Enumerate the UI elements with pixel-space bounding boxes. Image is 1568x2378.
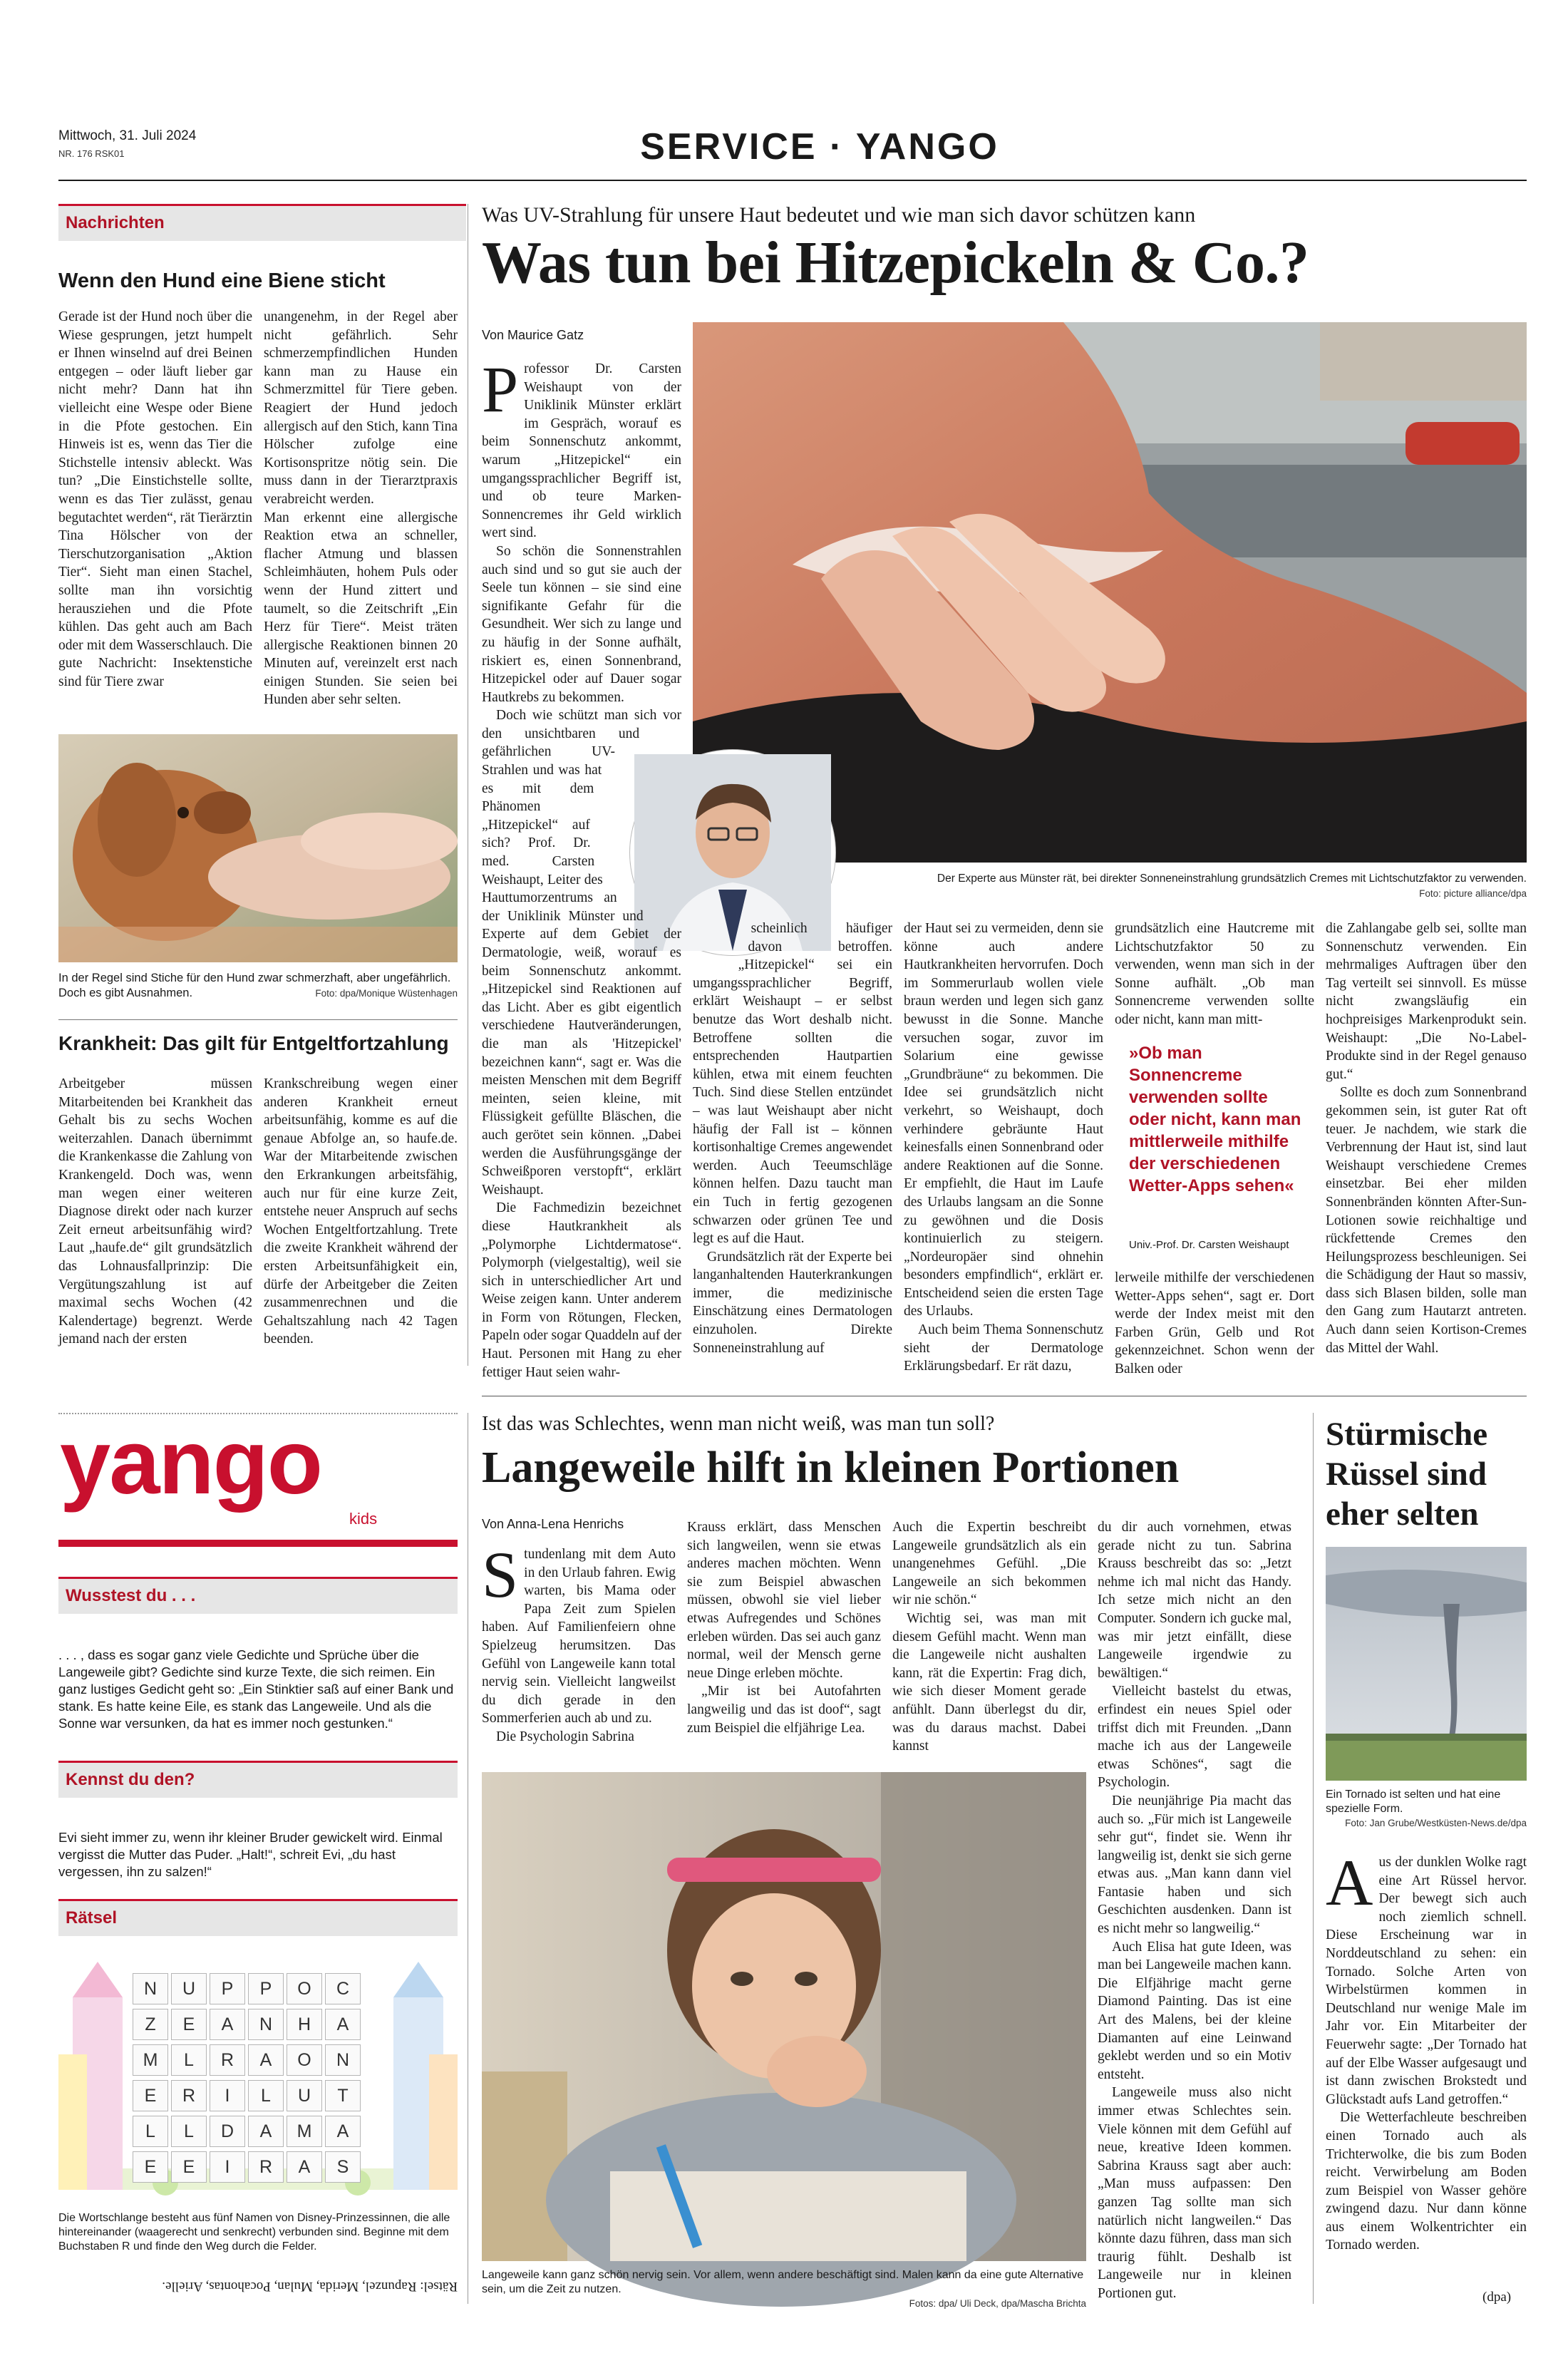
girl-photo [482,1772,1086,2261]
masthead-date: Mittwoch, 31. Juli 2024 [58,128,197,143]
puzzle-cell: A [210,2009,245,2040]
langeweile-headline: Langeweile hilft in kleinen Portionen [482,1443,1180,1492]
dog-photo-caption [58,971,458,1001]
wusstest-label: Wusstest du . . . [66,1586,196,1605]
sick-story-col2 [264,1075,458,1367]
sunscreen-caption-text: Der Experte aus Münster rät, bei direkter Sonneneinstrahlung grundsätzlich Cremes mit Lichtschutzfaktor zu verwenden. [937,873,1527,885]
yango-red-rule [58,1540,458,1547]
dog-story-text-1: Gerade ist der Hund noch über die Wiese gesprungen, jetzt humpelt er Ihnen winselnd auf drei Beinen entgegen – oder läuft lieber gar nicht mehr? Dann hat ihn vielleicht eine Wespe oder Biene in die Pfote gestochen. Ein Hinweis ist es, wenn das Tier die Stichstelle intensiv ableckt. Was tun? „Die Einstichstelle sollte, wenn es das Tier zulässt, genau begutachtet werden“, rät Tierärztin Tina Hölscher von der Tierschutzorganisation „Aktion Tier“. Sieht man einen Stachel, sollte man ihn vorsichtig herausziehen und die Pfote kühlen. Das geht auch am Bach oder mit dem Wasserschlauch. Die gute Nachricht: Insektenstiche sind für Tiere zwar [58,309,252,689]
dog-caption-text: In der Regel sind Stiche für den Hund zwar schmerzhaft, aber ungefährlich. Doch es gibt Ausnahmen. [58,972,451,999]
puzzle-cell: S [325,2151,361,2183]
main-col1-p3: Doch wie schützt man sich vor den unsichtbaren und gefährlichen UV-Strahlen und was hat es mit dem Phänomen „Hitzepickel“ auf sich? Prof. Dr. med. Carsten Weishaupt, Leiter des Hauttumorzentrums an der Uniklinik Münster und Experte auf dem Gebiet der Dermatologie, weiß, worauf es beim Sonnenschutz ankommt. „Hitzepickel sind Reaktionen auf das Licht. Aber es gibt eigentlich verschiedene Hautveränderungen, die man als 'Hitzepickel' bezeichnen kann“, sagt er. Was die meisten Menschen mit dem Begriff meinten, seien kleine, mit Flüssigkeit gefüllte Bläschen, die auch gerötet sein können. „Dabei werden die Ausführungsgänge der Schweißporen verstopft“, erklärt Weishaupt. [482,708,681,1198]
langeweile-byline: Von Anna-Lena Henrichs [482,1517,624,1531]
tornado-photo [1326,1547,1527,1781]
puzzle-cell: N [248,2009,284,2040]
main-col3-p1: der Haut sei zu vermeiden, denn sie könne auch andere Hautkrankheiten hervorrufen. Doch im Sommerurlaub wollen viele braun werden und legen sich ganz bewusst in die Sonne. Manche versuchen sogar, zuvor im Solarium eine gewisse „Grundbräune“ zu bekommen. Die Idee sei grundsätzlich nicht verkehrt, so Weishaupt, doch verhindere gebräunte Haut keinesfalls einen Sonnenbrand oder andere Reaktionen auf die Sonne. Er empfiehlt, die Haut im Laufe des Urlaubs langsam an die Sonne zu gewöhnen und die Dosis kontinuierlich zu steigern. „Nordeuropäer sind ohnehin besonders empfindlich“, erklärt er. Entscheidend seien die ersten Tage des Urlaubs. [904,921,1103,1319]
dog-photo [58,734,458,962]
main-col1-p2: So schön die Sonnenstrahlen auch sind und so gut sie auch der Seele tun können – sie sind eine signifikante Gefahr für die Gesundheit. Wer sich zu lange und zu häufig in der Sonne aufhält, riskiert es, einen Sonnenbrand, Hitzepickel oder auf Dauer sogar Hautkrebs zu bekommen. [482,543,681,705]
langeweile-kicker: Ist das was Schlechtes, wenn man nicht weiß, was man tun soll? [482,1413,995,1435]
puzzle-cell: E [171,2009,207,2040]
tornado-text [1326,1846,1527,2288]
main-col2-p1: scheinlich häufiger davon betroffen. „Hitzepickel“ sei ein umgangssprachlicher Begriff, erklärt Weishaupt – er selbst benutze das Wort deshalb nicht. Betroffene sollten die entsprechenden Hautpartien kühlen, etwa mit einem feuchten Tuch. Sind diese Stellen entzündet – was laut Weishaupt aber nicht häufig der Fall ist – können kortisonhaltige Cremes angewendet werden. Auch Teeumschläge können helfen. Dazu taucht man ein Tuch in fertig gezogenen schwarzen oder grünen Tee und legt es auf die Haut. [693,921,892,1247]
puzzle-cell: I [210,2080,245,2111]
puzzle-cell: Z [133,2009,168,2040]
raetsel-label: Rätsel [66,1908,118,1927]
main-col3 [904,920,1103,1374]
pull-quote-author: Univ.-Prof. Dr. Carsten Weishaupt [1129,1239,1289,1251]
tornado-caption-credit: Foto: Jan Grube/Westküsten-News.de/dpa [1345,1818,1527,1828]
masthead-edition: NR. 176 RSK01 [58,148,125,159]
sunscreen-caption [848,871,1527,901]
main-col2 [693,920,892,1369]
main-col1 [482,353,681,1380]
puzzle-cell: M [133,2044,168,2076]
langeweile-col2 [687,1518,881,1768]
main-col5-p2: Sollte es doch zum Sonnenbrand gekommen sein, ist guter Rat oft teuer. Je nachdem, wie stark die Verbrennung der Haut ist, sind laut Weishaupt verschiedene Cremes einsetzbar. Bei eher milden Sonnenbränden könnten After-Sun-Lotionen sowie reichhaltige und rückfettende Cremes den Heilungsprozess beschleunigen. Sei die Schädigung der Haut so massiv, dass sich Blasen bilden, solle man den Gang zum Hautarzt antreten. Auch dann seien Kortison-Cremes das Mittel der Wahl. [1326,1085,1527,1356]
pull-quote: »Ob man Sonnencreme verwenden sollte oder nicht, kann man mittlerweile mithilfe der verschiedenen Wetter-Apps sehen« [1129,1044,1301,1195]
dog-story-text-2: unangenehm, in der Regel aber nicht gefährlich. Sehr schmerzempfindlichen Hunden kann man zu Hause ein Schmerzmittel für Tiere geben. Reagiert der Hund jedoch allergisch auf den Stich, kann Tina Hölscher zufolge eine Kortisonspritze nötig sein. Die muss dann in der Tierarztpraxis verabreicht werden. [264,309,458,507]
langeweile-col2-p1: Krauss erklärt, dass Menschen sich langweilen, wenn sie etwas anderes machen möchten. Wenn sie zum Beispiel abwaschen müssen, obwohl sie viel lieber etwas Aufregendes und Schönes erleben würden. Das sei auch ganz normal, weil der Mensch gerne neue Dinge erleben möchte. [687,1520,881,1681]
tornado-caption-text: Ein Tornado ist selten und hat eine spezielle Form. [1326,1788,1501,1815]
portrait-wrap-space [574,706,681,942]
tornado-source: (dpa) [1482,2290,1512,2305]
girl-caption-credit: Fotos: dpa/ Uli Deck, dpa/Mascha Brichta [909,2298,1086,2309]
main-col4-p2: lerweile mithilfe der verschiedenen Wetter-Apps sehen“, sagt er. Dort werde der Index meist mit den Farben Grün, Gelb und Rot gekennzeichnet. Schon wenn der Balken oder [1115,1270,1314,1376]
puzzle-cell: L [171,2044,207,2076]
sick-story-headline: Krankheit: Das gilt für Entgeltfortzahlung [58,1032,449,1054]
langeweile-col3 [892,1518,1086,1768]
puzzle-cell: O [287,1973,322,2004]
puzzle-cell: R [210,2044,245,2076]
masthead-rule [58,180,1527,181]
main-col2-p2: Grundsätzlich rät der Experte bei langanhaltenden Hauterkrankungen immer, die medizinische Einschätzung eines Dermatologen einzuholen. Direkte Sonneneinstrahlung auf [693,1249,892,1356]
puzzle-cell: A [325,2009,361,2040]
tornado-p1: us der dunklen Wolke ragt eine Art Rüssel hervor. Der bewegt sich auch noch ziemlich schnell. Diese Erscheinung war in Norddeutschland zu sehen: ein Tornado. Solche Arten von Wirbelstürmen kommen in Deutschland nur wenige Male im Jahr vor. Ein Mitarbeiter der Feuerwehr sagte: „Der Tornado hat auf der Elbe Wasser aufgesaugt und ist dann zwischen Brokstedt und Glückstadt aufs Land getroffen.“ [1326,1855,1527,2107]
puzzle-cell: N [133,1973,168,2004]
nachrichten-divider [58,1019,458,1020]
langeweile-col1-p2: Die Psychologin Sabrina [496,1729,634,1744]
girl-photo-caption [482,2268,1086,2311]
raetsel-caption [58,2211,458,2254]
langeweile-col4 [1098,1518,1291,2311]
kennst-text-box [58,1829,458,1893]
langeweile-col4-p1: du dir auch vornehmen, etwas gerade nicht zu tun. Sabrina Krauss beschreibt das so: „Jetzt nehme ich mal nicht das Handy. Ich setze mich nicht an den Computer. Sondern ich gucke mal, was mir jetzt einfällt, diese Langeweile irgendwie zu bewältigen.“ [1098,1520,1291,1681]
main-col5-p1: die Zahlangabe gelb sei, sollte man Sonnenschutz verwenden. Ein mehrmaliges Auftragen über den Tag verteilt sei sinnvoll. Es müsse nicht zwangsläufig ein hochpreisiges Markenprodukt sein. Weishaupt: „Die No-Label-Produkte sind in der Regel genauso gut.“ [1326,921,1527,1082]
main-col5 [1326,920,1527,1369]
puzzle-cell: P [210,1973,245,2004]
tornado-p2: Die Wetterfachleute beschreiben einen Tornado auch als Trichterwolke, die bis zum Boden reicht. Verwirbelung am Boden zum Beispiel von Wasser gehöre zwingend dazu. Nur dann könne aus einem Wolkentrichter ein Tornado werden. [1326,2110,1527,2253]
puzzle-cell: L [248,2080,284,2111]
yango-logo: yango [60,1411,321,1513]
puzzle-cell: A [325,2116,361,2147]
yango-logo-sub: kids [349,1510,378,1528]
raetsel-text: Die Wortschlange besteht aus fünf Namen von Disney-Prinzessinnen, die alle hintereinander (waagerecht und senkrecht) verbunden sind. Beginne mit dem Buchstaben R und finde den Weg durch die Felder. [58,2212,450,2253]
dog-story-col2 [264,308,458,736]
puzzle-cell: A [287,2151,322,2183]
puzzle-cell: A [248,2116,284,2147]
puzzle-cell: R [248,2151,284,2183]
main-col3-p2: Auch beim Thema Sonnenschutz sieht der Dermatologe Erklärungsbedarf. Er rät dazu, [904,1322,1103,1374]
dog-caption-credit: Foto: dpa/Monique Wüstenhagen [315,988,458,999]
puzzle-cell: M [287,2116,322,2147]
langeweile-col3-p1: Auch die Expertin beschreibt Langeweile grundsätzlich als ein unangenehmes Gefühl. „Die Langeweile an sich bekommen wir nie schön.“ [892,1520,1086,1608]
sick-story-text-2: Krankschreibung wegen einer anderen Krankheit erneut arbeitsunfähig, komme es auf die genaue Abfolge an, so haufe.de. War der Mitarbeitende zwischen den Erkrankungen arbeitsfähig, auch nur für eine kurze Zeit, entstehe neuer Anspruch auf sechs Wochen Entgeltfortzahlung. Trete die zweite Krankheit während der ersten Arbeitsunfähigkeit ein, dürfe der Arbeitgeber die Zeiten zusammenrechnen und die Gehaltszahlung nach 42 Tagen beenden. [264,1076,458,1347]
sunscreen-caption-credit: Foto: picture alliance/dpa [1419,888,1527,899]
kennst-text: Evi sieht immer zu, wenn ihr kleiner Bruder gewickelt wird. Einmal vergisst die Mutter das Puder. „Halt!“, schreit Evi, „du hast vergessen, ihn zu salzen!“ [58,1830,443,1879]
puzzle-grid [133,1973,372,2187]
section-title: SERVICE · YANGO [640,126,999,168]
wusstest-text-box [58,1647,458,1775]
langeweile-col3-p2: Wichtig sei, was man mit diesem Gefühl macht. Wenn man die Langeweile nicht aushalten kann, rät die Expertin: Frag dich, wie sich dieser Moment gerade anfühlt. Dann überlegst du dir, was du daraus machst. Dabei kannst [892,1610,1086,1754]
main-col4-bottom [1115,1269,1314,1376]
kennst-bar [58,1761,458,1798]
langeweile-col4-p5: Langeweile muss also nicht immer etwas Schlechtes sein. Viele können mit dem Gefühl auf neue, kreative Ideen kommen. Sabrina Krauss sagt aber auch: „Man muss aufpassen: Den ganzen Tag sollte man sich natürlich nicht langweilen.“ Das könnte dazu führen, dass man sich traurig fühlt. Deshalb ist Langeweile nur in kleinen Portionen gut. [1098,2085,1291,2301]
main-kicker: Was UV-Strahlung für unsere Haut bedeutet und wie man sich davor schützen kann [482,203,1196,227]
puzzle-cell: A [248,2044,284,2076]
langeweile-col1-p1: tundenlang mit dem Auto in den Urlaub fahren. Ewig warten, bis Mama oder Papa Zeit zum Spielen haben. Auf Familienfeiern ohne Spielzeug herumsitzen. Das Gefühl von Langeweile kann total nervig sein. Vielleicht langweilst du dich gerade in den Sommerferien auch ab und zu. [482,1547,676,1726]
wusstest-text: . . . , dass es sogar ganz viele Gedichte und Sprüche über die Langeweile gibt? Gedichte sind kurze Texte, die sich reimen. Ein ganz lustiges Gedicht geht so: „Ein Stinktier saß auf einer Bank und stank. Es hatte keine Eile, es stank das Langeweile. Und als die Sonne war versunken, da hat es immer noch gestunken.“ [58,1647,454,1731]
puzzle-cell: D [210,2116,245,2147]
puzzle-cell: P [248,1973,284,2004]
raetsel-bar [58,1899,458,1936]
puzzle-cell: L [133,2116,168,2147]
puzzle-cell: U [287,2080,322,2111]
langeweile-dropcap: S [482,1538,519,1611]
puzzle-cell: U [171,1973,207,2004]
langeweile-col1 [482,1538,676,1766]
kennst-label: Kennst du den? [66,1770,195,1789]
langeweile-col2-p2: „Mir ist bei Autofahrten langweilig und das ist doof“, sagt zum Beispiel die elfjährige Lea. [687,1684,881,1736]
puzzle-cell: L [171,2116,207,2147]
puzzle-cell: N [325,2044,361,2076]
puzzle-cell: O [287,2044,322,2076]
puzzle-cell: I [210,2151,245,2183]
wusstest-bar [58,1577,458,1614]
sick-story-text-1: Arbeitgeber müssen Mitarbeitenden bei Krankheit das Gehalt bis zu sechs Wochen weiterzahlen. Danach übernimmt die Krankenkasse die Zahlung von Krankengeld. Doch was, wenn man wegen einer weiteren Diagnose direkt oder nach kurzer Zeit erneut arbeitsunfähig wird? Laut „haufe.de“ gilt grundsätzlich das Lohnausfallprinzip: Die Vergütungszahlung ist auf maximal sechs Wochen (42 Kalendertage) begrenzt. Werde jemand nach der ersten [58,1076,252,1347]
dog-story-col1 [58,308,252,736]
langeweile-col4-p4: Auch Elisa hat gute Ideen, was man bei Langeweile machen kann. Die Elfjährige macht gerne Diamond Painting. Das ist eine Art des Malens, bei der kleine Diamanten auf eine Leinwand geklebt werden und so ein Motiv entsteht. [1098,1939,1291,2082]
tornado-headline: Stürmische Rüssel sind eher selten [1326,1416,1488,1533]
puzzle-cell: E [133,2151,168,2183]
puzzle-cell: H [287,2009,322,2040]
main-col1-p4: Die Fachmedizin bezeichnet diese Hautkrankheit als „Polymorphe Lichtdermatose“. Polymorph (vielgestaltig), weil sie sich in unterschiedlicher Art und Weise zeigen kann. Unter anderem in Form von Rötungen, Flecken, Papeln oder sogar Quaddeln auf der Haut. Personen mit Hang zu eher fettiger Haut seien wahr- [482,1200,681,1380]
puzzle-cell: E [171,2151,207,2183]
tornado-dropcap: A [1326,1846,1373,1919]
main-headline: Was tun bei Hitzepickeln & Co.? [482,230,1309,296]
girl-caption-text: Langeweile kann ganz schön nervig sein. Vor allem, wenn andere beschäftigt sind. Malen kann da eine gute Alternative sein, um die Zeit zu nutzen. [482,2269,1084,2295]
puzzle-cell: T [325,2080,361,2111]
main-byline: Von Maurice Gatz [482,328,584,342]
puzzle-cell: C [325,1973,361,2004]
langeweile-col4-p3: Die neunjährige Pia macht das auch so. „Für mich ist Langeweile sehr gut“, findet sie. Wenn ihr langweilig ist, denkt sie sich gerne etwas aus. „Man kann dann viel Fantasie haben und sich Geschichten ausdenken. Dann ist es nicht mehr so langweilig.“ [1098,1793,1291,1937]
nachrichten-label: Nachrichten [66,213,165,232]
sick-story-col1 [58,1075,252,1367]
raetsel-solution: Rätsel: Rapunzel, Merida, Mulan, Pocahontas, Arielle. [162,2279,458,2294]
puzzle-cell: R [171,2080,207,2111]
tornado-caption [1326,1788,1527,1831]
dog-story-text-3: Man erkennt eine allergische Reaktion etwa an schneller, flacher Atmung und blassen Schleimhäuten, hohem Puls oder wenn der Hund zittert und taumelt, so die Zeitschrift „Ein Herz für Tiere“. Meist träten allergische Reaktionen binnen 20 Minuten auf, vereinzelt erst nach einigen Stunden. Sie seien bei Hunden aber sehr selten. [264,510,458,708]
langeweile-col4-p2: Vielleicht bastelst du etwas, erfindest ein neues Spiel oder triffst dich mit Freunden. „Dann mache ich aus der Langeweile etwas Schönes“, sagt die Psychologin. [1098,1684,1291,1791]
dog-story-headline: Wenn den Hund eine Biene sticht [58,269,386,292]
puzzle-cell: E [133,2080,168,2111]
nachrichten-section-bar [58,204,466,241]
main-col4-p1: grundsätzlich eine Hautcreme mit Lichtschutzfaktor 50 zu verwenden, wenn man sich in der Sonne aufhält. „Ob man Sonnencreme verwenden sollte oder nicht, kann man mitt- [1115,921,1314,1027]
tornado-divider [1313,1413,1314,2304]
main-col1-p1: rofessor Dr. Carsten Weishaupt von der Uniklinik Münster erklärt im Gespräch, worauf es beim Sonnenschutz ankommt, warum „Hitzepickel“ ein umgangssprachlicher Begriff ist, und ob teure Marken-Sonnencremes ihr Geld wirklich wert sind. [482,361,681,541]
main-dropcap: P [482,353,519,426]
